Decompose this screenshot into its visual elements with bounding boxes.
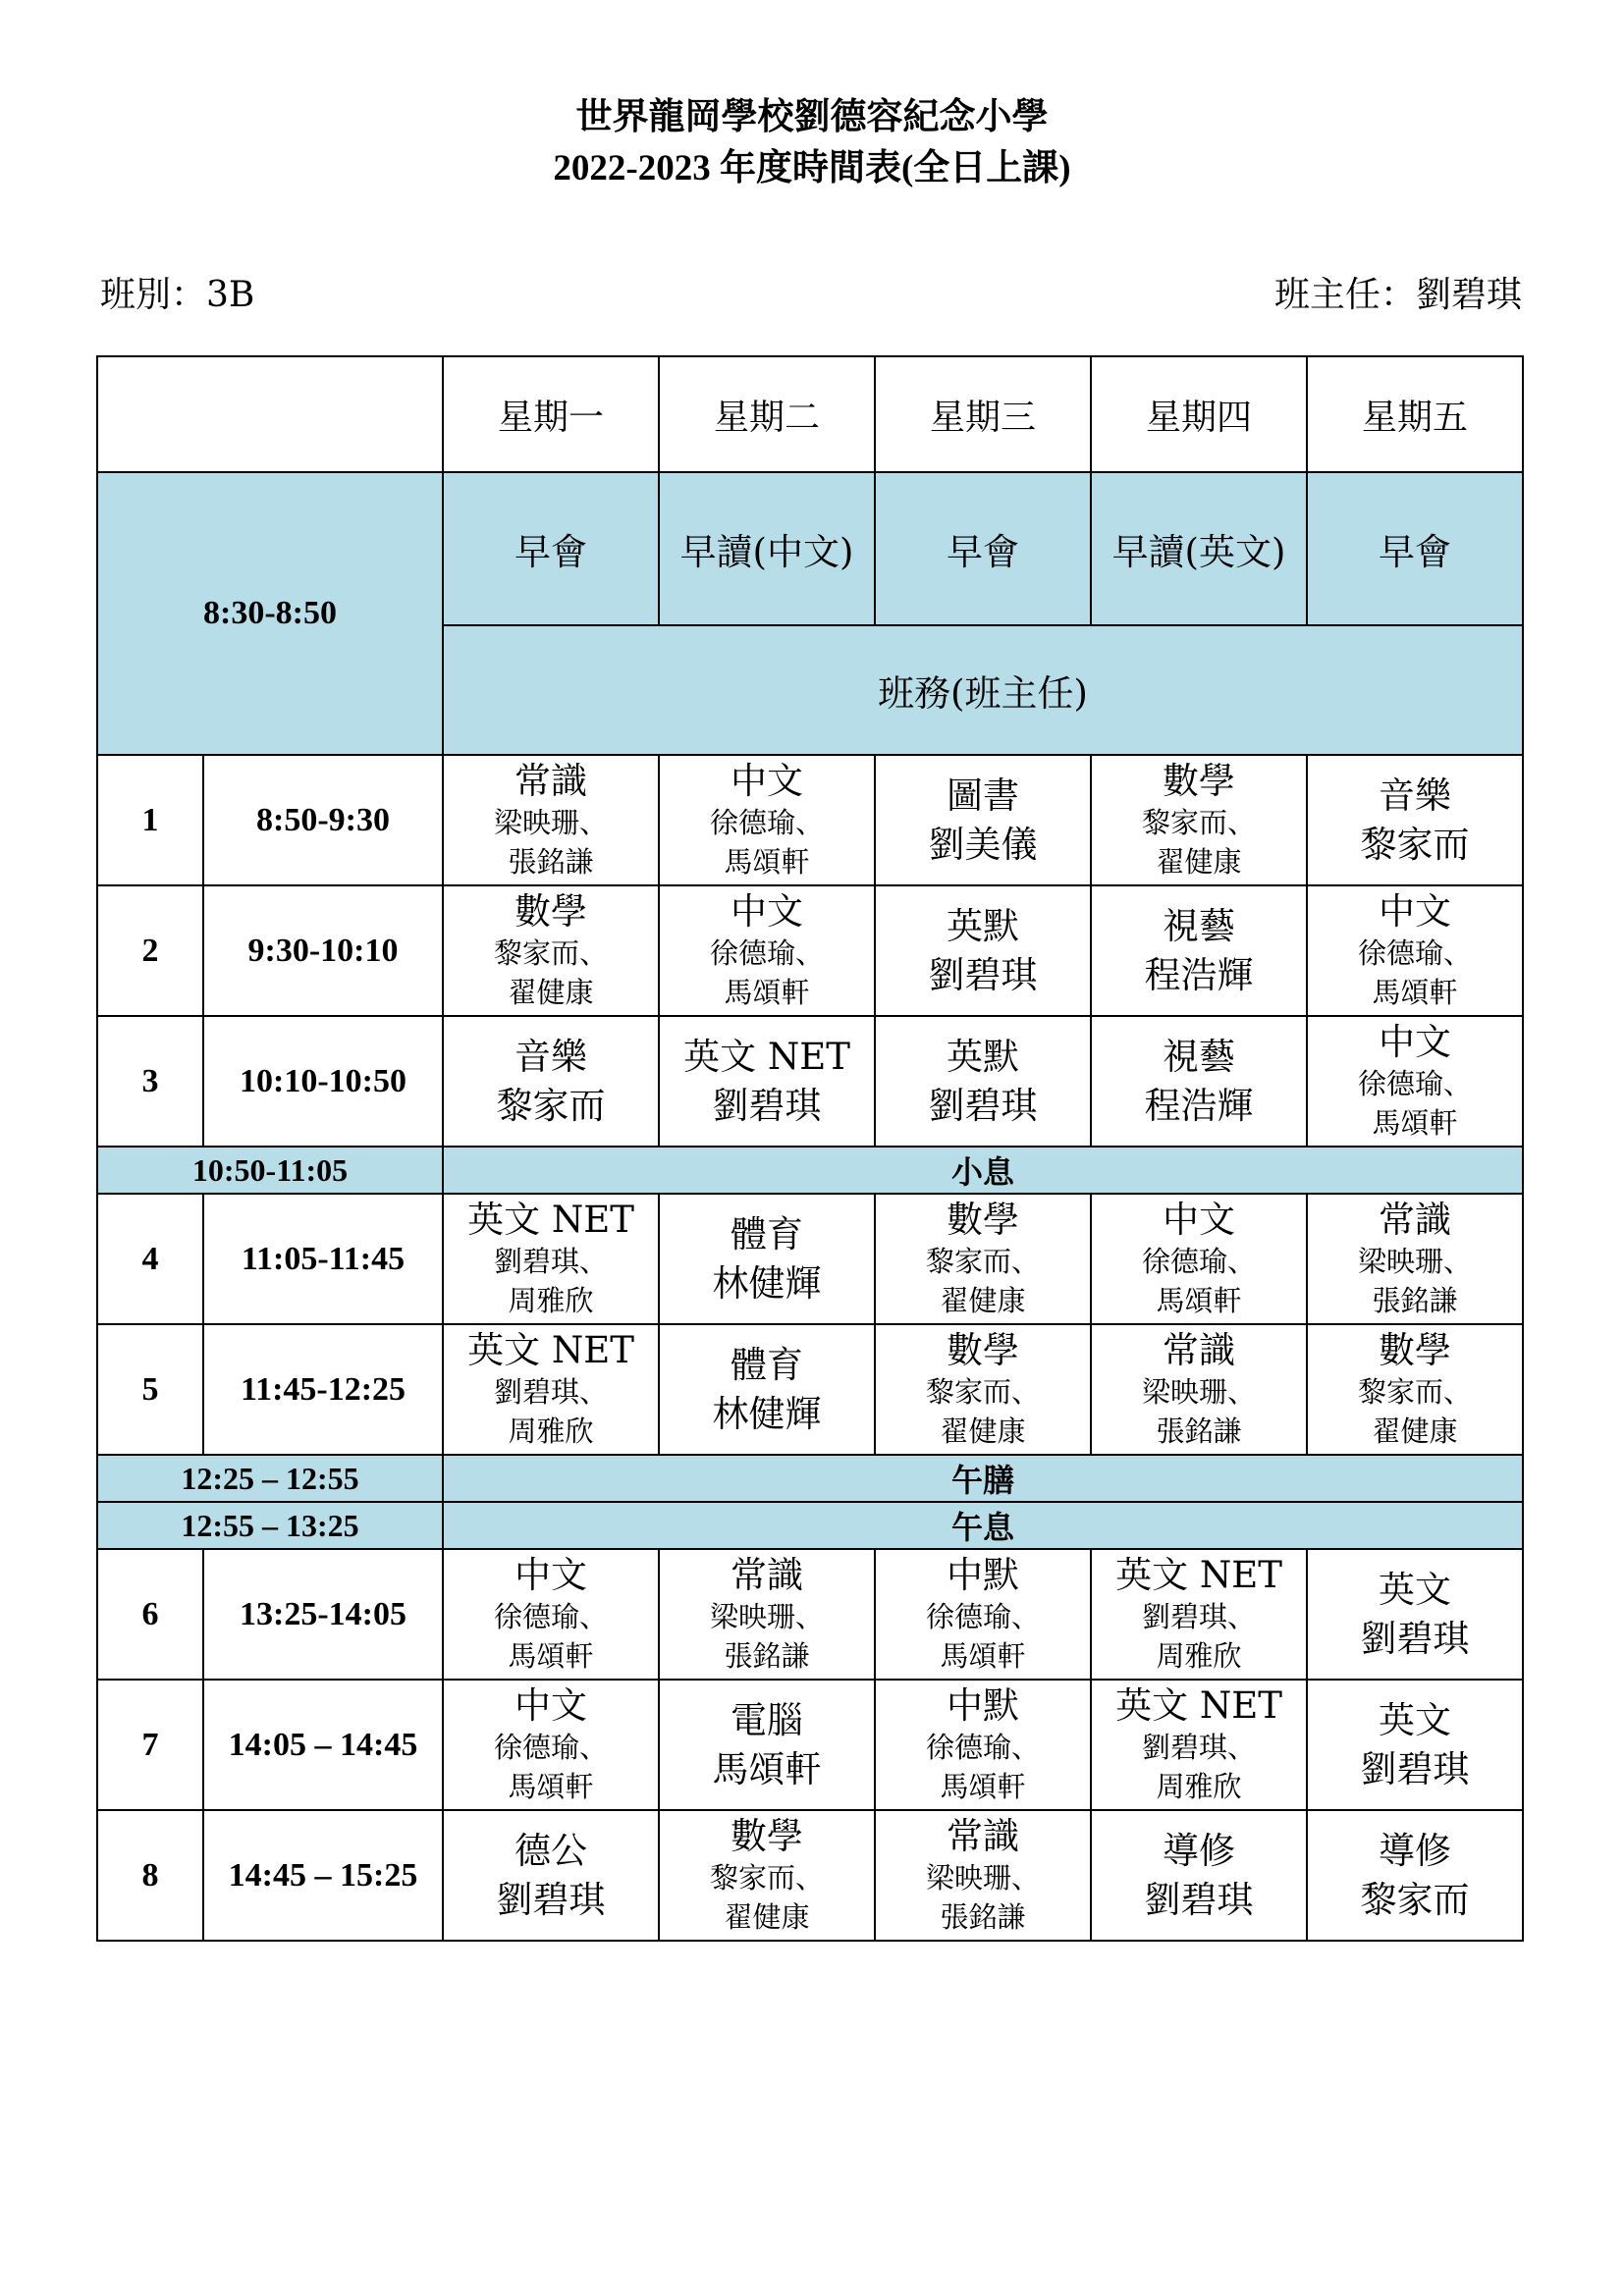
period-row bbox=[97, 1810, 1523, 1941]
day-header: 星期四 bbox=[1091, 356, 1307, 472]
teacher-name: 徐德瑜、 bbox=[925, 1599, 1040, 1633]
subject: 中文 bbox=[1379, 1020, 1451, 1063]
subject: 英文 NET bbox=[683, 1035, 850, 1078]
teacher-name: 張銘謙 bbox=[508, 844, 594, 879]
period-time: 9:30-10:10 bbox=[203, 885, 443, 1016]
teacher-name: 周雅欣 bbox=[508, 1283, 594, 1317]
lesson-cell bbox=[659, 1324, 875, 1455]
morning-time: 8:30-8:50 bbox=[97, 472, 443, 755]
teacher-name: 翟健康 bbox=[724, 1899, 810, 1934]
lesson-cell bbox=[1091, 1549, 1307, 1680]
lesson-cell bbox=[443, 1194, 659, 1324]
teacher-name: 黎家而、 bbox=[709, 1860, 824, 1895]
day-header: 星期二 bbox=[659, 356, 875, 472]
subject: 英文 NET bbox=[467, 1198, 634, 1241]
break-row bbox=[97, 1455, 1523, 1502]
class-affairs: 班務(班主任) bbox=[443, 625, 1523, 755]
teacher-name: 黎家而、 bbox=[925, 1374, 1040, 1409]
teacher-name: 劉碧琪 bbox=[712, 1084, 822, 1127]
lesson-cell bbox=[443, 755, 659, 885]
subject: 中文 bbox=[1379, 889, 1451, 933]
teacher-name: 梁映珊、 bbox=[493, 805, 608, 839]
teacher-name: 翟健康 bbox=[508, 975, 594, 1009]
subject: 導修 bbox=[1379, 1829, 1451, 1872]
teacher-name: 徐德瑜、 bbox=[709, 805, 824, 839]
subject: 常識 bbox=[514, 759, 587, 802]
lesson-cell bbox=[1307, 1680, 1523, 1810]
teacher-name: 徐德瑜、 bbox=[493, 1730, 608, 1764]
break-row bbox=[97, 1502, 1523, 1549]
lesson-cell bbox=[443, 885, 659, 1016]
lesson-cell bbox=[875, 1324, 1091, 1455]
teacher-name: 周雅欣 bbox=[1156, 1638, 1242, 1673]
teacher-name: 黎家而、 bbox=[925, 1244, 1040, 1278]
teacher-name: 馬頌軒 bbox=[508, 1769, 594, 1803]
lesson-cell bbox=[1091, 1810, 1307, 1941]
period-time: 14:45 – 15:25 bbox=[203, 1810, 443, 1941]
morning-row bbox=[97, 472, 1523, 625]
teacher-name: 劉碧琪、 bbox=[493, 1244, 608, 1278]
lesson-cell bbox=[659, 1194, 875, 1324]
teacher-name: 張銘謙 bbox=[724, 1638, 810, 1673]
lesson-cell bbox=[443, 1810, 659, 1941]
teacher-name: 徐德瑜、 bbox=[1357, 935, 1472, 970]
subject: 英文 bbox=[1379, 1698, 1451, 1741]
teacher-name: 翟健康 bbox=[1156, 844, 1242, 879]
subject: 圖書 bbox=[947, 774, 1019, 817]
subject: 體育 bbox=[731, 1212, 803, 1255]
subject: 視藝 bbox=[1163, 1035, 1235, 1078]
lesson-cell bbox=[659, 885, 875, 1016]
teacher-name: 黎家而 bbox=[1360, 1878, 1470, 1921]
lesson-cell bbox=[659, 1810, 875, 1941]
subject: 常識 bbox=[1379, 1198, 1451, 1241]
teacher-name: 馬頌軒 bbox=[940, 1638, 1026, 1673]
timetable-title: 2022-2023 年度時間表(全日上課) bbox=[553, 148, 1071, 188]
teacher-name: 徐德瑜、 bbox=[925, 1730, 1040, 1764]
subject: 英默 bbox=[947, 904, 1019, 947]
lesson-cell bbox=[1091, 1680, 1307, 1810]
day-header-row bbox=[97, 356, 1523, 472]
teacher-name: 劉碧琪 bbox=[1360, 1617, 1470, 1660]
break-label: 午息 bbox=[443, 1502, 1523, 1549]
lesson-cell bbox=[443, 1680, 659, 1810]
lesson-cell bbox=[1307, 755, 1523, 885]
subject: 數學 bbox=[947, 1328, 1019, 1371]
subject: 數學 bbox=[1379, 1328, 1451, 1371]
lesson-cell bbox=[875, 1194, 1091, 1324]
teacher-name: 劉碧琪 bbox=[496, 1878, 606, 1921]
teacher-name: 黎家而、 bbox=[493, 935, 608, 970]
teacher-name: 馬頌軒 bbox=[940, 1769, 1026, 1803]
teacher-name: 徐德瑜、 bbox=[493, 1599, 608, 1633]
break-time: 12:25 – 12:55 bbox=[97, 1455, 443, 1502]
teacher-name: 徐德瑜、 bbox=[709, 935, 824, 970]
lesson-cell bbox=[443, 1549, 659, 1680]
lesson-cell bbox=[875, 1680, 1091, 1810]
teacher-name: 劉碧琪、 bbox=[1141, 1599, 1256, 1633]
teacher-name: 林健輝 bbox=[712, 1261, 822, 1305]
subject: 音樂 bbox=[514, 1035, 587, 1078]
teacher-name: 黎家而、 bbox=[1141, 805, 1256, 839]
period-number: 2 bbox=[97, 885, 203, 1016]
period-row bbox=[97, 755, 1523, 885]
teacher-name: 徐德瑜、 bbox=[1141, 1244, 1256, 1278]
subject: 數學 bbox=[947, 1198, 1019, 1241]
morning-activity: 早會 bbox=[443, 472, 659, 625]
teacher-name: 黎家而、 bbox=[1357, 1374, 1472, 1409]
subject: 中文 bbox=[514, 1553, 587, 1596]
teacher-name: 徐德瑜、 bbox=[1357, 1066, 1472, 1100]
teacher-name: 張銘謙 bbox=[1372, 1283, 1458, 1317]
subject: 英默 bbox=[947, 1035, 1019, 1078]
teacher-name: 程浩輝 bbox=[1144, 1084, 1254, 1127]
teacher-name: 梁映珊、 bbox=[1141, 1374, 1256, 1409]
teacher-name: 劉碧琪、 bbox=[1141, 1730, 1256, 1764]
teacher-name: 馬頌軒 bbox=[1372, 1105, 1458, 1140]
subject: 中文 bbox=[1163, 1198, 1235, 1241]
class-label: 班別：3B bbox=[100, 275, 255, 315]
teacher-name: 馬頌軒 bbox=[1156, 1283, 1242, 1317]
lesson-cell bbox=[1091, 1016, 1307, 1147]
subject: 英文 NET bbox=[1115, 1683, 1282, 1727]
teacher-name: 馬頌軒 bbox=[724, 975, 810, 1009]
subject: 常識 bbox=[1163, 1328, 1235, 1371]
subject: 數學 bbox=[514, 889, 587, 933]
teacher-name: 馬頌軒 bbox=[508, 1638, 594, 1673]
teacher-name: 劉碧琪 bbox=[928, 1084, 1038, 1127]
teacher-name: 張銘謙 bbox=[940, 1899, 1026, 1934]
period-number: 4 bbox=[97, 1194, 203, 1324]
lesson-cell bbox=[875, 1810, 1091, 1941]
subject: 數學 bbox=[731, 1814, 803, 1857]
period-row bbox=[97, 1016, 1523, 1147]
day-header: 星期一 bbox=[443, 356, 659, 472]
subject: 中文 bbox=[514, 1683, 587, 1727]
lesson-cell bbox=[875, 1016, 1091, 1147]
teacher-name: 梁映珊、 bbox=[709, 1599, 824, 1633]
teacher-name: 梁映珊、 bbox=[925, 1860, 1040, 1895]
lesson-cell bbox=[1091, 885, 1307, 1016]
teacher-name: 張銘謙 bbox=[1156, 1414, 1242, 1448]
school-name: 世界龍岡學校劉德容紀念小學 bbox=[575, 97, 1049, 137]
teacher-name: 黎家而 bbox=[496, 1084, 606, 1127]
break-label: 小息 bbox=[443, 1147, 1523, 1194]
period-time: 11:45-12:25 bbox=[203, 1324, 443, 1455]
timetable bbox=[96, 355, 1524, 1942]
subject: 音樂 bbox=[1379, 774, 1451, 817]
lesson-cell bbox=[1307, 1324, 1523, 1455]
teacher-name: 黎家而 bbox=[1360, 823, 1470, 866]
break-label: 午膳 bbox=[443, 1455, 1523, 1502]
subject: 數學 bbox=[1163, 759, 1235, 802]
teacher-name: 劉碧琪 bbox=[928, 953, 1038, 996]
period-time: 14:05 – 14:45 bbox=[203, 1680, 443, 1810]
break-time: 12:55 – 13:25 bbox=[97, 1502, 443, 1549]
lesson-cell bbox=[659, 1016, 875, 1147]
period-row bbox=[97, 1194, 1523, 1324]
period-number: 6 bbox=[97, 1549, 203, 1680]
teacher-name: 翟健康 bbox=[940, 1283, 1026, 1317]
period-time: 8:50-9:30 bbox=[203, 755, 443, 885]
teacher-name: 翟健康 bbox=[940, 1414, 1026, 1448]
morning-activity: 早會 bbox=[1307, 472, 1523, 625]
lesson-cell bbox=[875, 755, 1091, 885]
period-number: 5 bbox=[97, 1324, 203, 1455]
break-row bbox=[97, 1147, 1523, 1194]
period-row bbox=[97, 1680, 1523, 1810]
subject: 中文 bbox=[731, 759, 803, 802]
break-time: 10:50-11:05 bbox=[97, 1147, 443, 1194]
subject: 英文 NET bbox=[1115, 1553, 1282, 1596]
teacher-name: 劉美儀 bbox=[928, 823, 1038, 866]
morning-activity: 早讀(中文) bbox=[659, 472, 875, 625]
subject: 電腦 bbox=[731, 1698, 803, 1741]
subject: 英文 bbox=[1379, 1568, 1451, 1611]
teacher-name: 周雅欣 bbox=[1156, 1769, 1242, 1803]
lesson-cell bbox=[1091, 755, 1307, 885]
lesson-cell bbox=[1307, 885, 1523, 1016]
teacher-name: 梁映珊、 bbox=[1357, 1244, 1472, 1278]
period-number: 8 bbox=[97, 1810, 203, 1941]
subject: 體育 bbox=[731, 1343, 803, 1386]
subject: 德公 bbox=[514, 1829, 587, 1872]
corner-cell bbox=[97, 356, 443, 472]
class-teacher-label: 班主任：劉碧琪 bbox=[1273, 275, 1522, 315]
lesson-cell bbox=[1091, 1194, 1307, 1324]
period-time: 10:10-10:50 bbox=[203, 1016, 443, 1147]
lesson-cell bbox=[1307, 1810, 1523, 1941]
subject: 英文 NET bbox=[467, 1328, 634, 1371]
subject: 中文 bbox=[731, 889, 803, 933]
subject: 導修 bbox=[1163, 1829, 1235, 1872]
subject: 常識 bbox=[731, 1553, 803, 1596]
period-number: 7 bbox=[97, 1680, 203, 1810]
teacher-name: 劉碧琪 bbox=[1360, 1747, 1470, 1790]
day-header: 星期三 bbox=[875, 356, 1091, 472]
lesson-cell bbox=[659, 1549, 875, 1680]
teacher-name: 林健輝 bbox=[712, 1392, 822, 1435]
teacher-name: 劉碧琪、 bbox=[493, 1374, 608, 1409]
teacher-name: 馬頌軒 bbox=[712, 1747, 822, 1790]
teacher-name: 周雅欣 bbox=[508, 1414, 594, 1448]
lesson-cell bbox=[659, 755, 875, 885]
teacher-name: 翟健康 bbox=[1372, 1414, 1458, 1448]
lesson-cell bbox=[875, 885, 1091, 1016]
period-row bbox=[97, 1324, 1523, 1455]
period-row bbox=[97, 1549, 1523, 1680]
period-number: 3 bbox=[97, 1016, 203, 1147]
morning-activity: 早會 bbox=[875, 472, 1091, 625]
lesson-cell bbox=[443, 1324, 659, 1455]
subject: 常識 bbox=[947, 1814, 1019, 1857]
teacher-name: 劉碧琪 bbox=[1144, 1878, 1254, 1921]
period-row bbox=[97, 885, 1523, 1016]
teacher-name: 程浩輝 bbox=[1144, 953, 1254, 996]
lesson-cell bbox=[1307, 1194, 1523, 1324]
lesson-cell bbox=[659, 1680, 875, 1810]
period-number: 1 bbox=[97, 755, 203, 885]
period-time: 13:25-14:05 bbox=[203, 1549, 443, 1680]
period-time: 11:05-11:45 bbox=[203, 1194, 443, 1324]
lesson-cell bbox=[1307, 1549, 1523, 1680]
lesson-cell bbox=[1307, 1016, 1523, 1147]
subject: 中默 bbox=[947, 1683, 1019, 1727]
subject: 中默 bbox=[947, 1553, 1019, 1596]
lesson-cell bbox=[875, 1549, 1091, 1680]
morning-activity: 早讀(英文) bbox=[1091, 472, 1307, 625]
day-header: 星期五 bbox=[1307, 356, 1523, 472]
lesson-cell bbox=[1091, 1324, 1307, 1455]
teacher-name: 馬頌軒 bbox=[1372, 975, 1458, 1009]
subject: 視藝 bbox=[1163, 904, 1235, 947]
teacher-name: 馬頌軒 bbox=[724, 844, 810, 879]
lesson-cell bbox=[443, 1016, 659, 1147]
